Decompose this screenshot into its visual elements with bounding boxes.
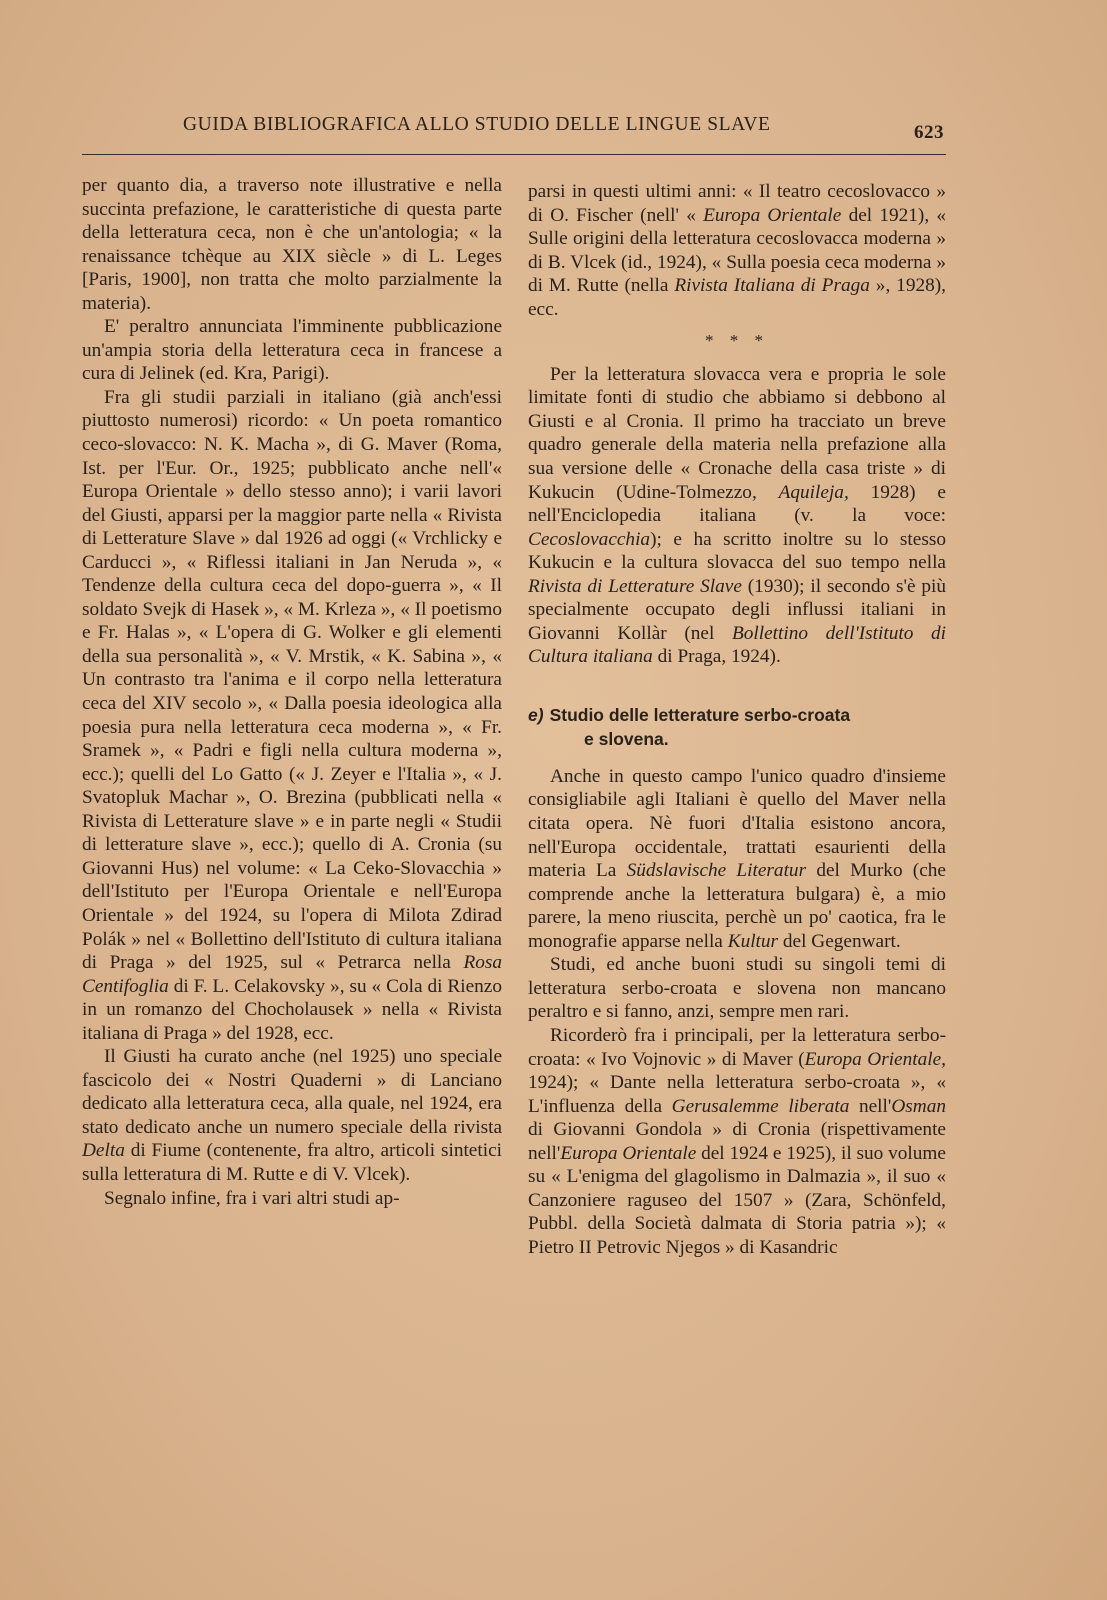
section-heading-line2: e slovena. [584, 728, 669, 749]
italic-title: Gerusalemme liberata [671, 1095, 850, 1117]
italic-title: Cecoslovacchia [528, 528, 651, 550]
italic-title: Rivista di Letterature Slave [528, 575, 742, 597]
italic-title: Europa Orientale [560, 1142, 697, 1164]
italic-title: Bollettino dell'Istituto di Cultura italiana [528, 622, 946, 668]
italic-title: Osman [891, 1095, 946, 1117]
paragraph: parsi in questi ultimi anni: « Il teatro cecoslovacco » di O. Fischer (nell' « Europa Orientale del 1921), « Sulle origini della letteratura cecoslovacca moderna » di B. Vlcek (id., 1924), « Sulla poesia ceca moderna » di M. Rutte (nella Rivista Italiana di Praga », 1928), ecc. [528, 181, 947, 320]
italic-title: Rosa Centifoglia [82, 952, 502, 997]
italic-title: Kultur [727, 930, 779, 952]
section-letter: e) [528, 704, 544, 725]
page-number: 623 [914, 122, 944, 143]
section-heading-line1: Studio delle letterature serbo-croata [549, 704, 851, 725]
italic-title: Aquileja, [778, 481, 849, 503]
section-heading [528, 703, 946, 751]
paragraph: Ricorderò fra i principali, per la letteratura serbo-croata: « Ivo Vojnovic » di Maver (Europa Orientale, 1924); « Dante nella letteratura serbo-croata », « L'influenza della Gerusalemme liberata nell'Osman di Giovanni Gondola » di Cronia (rispettivamente nell'Europa Orientale del 1924 e 1925), il suo volume su « L'enigma del glagolismo in Dalmazia », il suo « Canzoniere raguseo del 1507 » (Zara, Schönfeld, Pubbl. della Società dalmata di Storia patria »); « Pietro II Petrovic Njegos » di Kasandric [528, 1024, 946, 1258]
italic-title: Europa Orientale, [804, 1048, 946, 1070]
right-column [528, 180, 946, 1259]
paragraph: Segnalo infine, fra i vari altri studi ap- [104, 1187, 400, 1209]
italic-title: Delta [82, 1140, 125, 1162]
paragraph: Studi, ed anche buoni studi su singoli temi di letteratura serbo-croata e slovena non mancano peraltro e si fanno, anzi, sempre men rari. [528, 954, 946, 1023]
header-rule [82, 154, 946, 155]
italic-title: Europa Orientale [703, 204, 842, 226]
section-separator: * * * [705, 331, 769, 351]
running-header-title: GUIDA BIBLIOGRAFICA ALLO STUDIO DELLE LINGUE SLAVE [183, 114, 771, 135]
italic-title: Rivista Italiana di Praga [674, 275, 870, 297]
paragraph: per quanto dia, a traverso note illustrative e nella succinta prefazione, le caratteristiche di questa parte della letteratura ceca, non è che un'antologia; « la renaissance tchèque au XIX siècle » di L. Leges [Paris, 1900], non tratta che molto parzialmente la materia). [82, 175, 502, 314]
paragraph: Fra gli studii parziali in italiano (già anch'essi piuttosto numerosi) ricordo: « Un poeta romantico ceco-slovacco: N. K. Macha », di G. Maver (Roma, Ist. per l'Eur. Or., 1925; pubblicato anche nell'« Europa Orientale » dello stesso anno); i varii lavori del Giusti, apparsi per la maggior parte nella « Rivista di Letterature Slave » dal 1926 ad oggi (« Vrchlicky e Carducci », « Riflessi italiani in Jan Neruda », « Tendenze della cultura ceca del dopo-guerra », « Il soldato Svejk di Hasek », « M. Krleza », « Il poetismo e Fr. Halas », « L'opera di G. Wolker e gli elementi della sua personalità », « V. Mrstik, « K. Sabina », « Un contrasto tra l'anima e il corpo nella letteratura ceca del XIV secolo », « Dalla poesia ideologica alla poesia pura nella letteratura ceca moderna », « Fr. Sramek », « Padri e figli nella cultura moderna », ecc.); quelli del Lo Gatto (« J. Zeyer e l'Italia », « J. Svatopluk Machar », O. Brezina (pubblicati nella « Rivista di Letterature slave » e in parte negli « Studii di letterature slave », ecc.); quello di A. Cronia (su Giovanni Hus) nel volume: « La Ceko-Slovacchia » dell'Istituto per l'Europa Orientale e nell'Europa Orientale » del 1924, su l'opera di Milota Zdirad Polák » nel « Bollettino dell'Istituto di cultura italiana di Praga » del 1925, sul « Petrarca nella Rosa Centifoglia di F. L. Celakovsky », su « Cola di Rienzo in un romanzo del Chocholausek » nella « Rivista italiana di Praga » del 1928, ecc. [82, 386, 502, 1044]
left-column [82, 174, 502, 1210]
italic-title: Südslavische Literatur [626, 860, 807, 882]
paragraph: Per la letteratura slovacca vera e propria le sole limitate fonti di studio che abbiamo si debbono al Giusti e al Cronia. Il primo ha tracciato un breve quadro generale della materia nella prefazione alla sua versione delle « Cronache della casa triste » di Kukucin (Udine-Tolmezzo, Aquileja, 1928) e nell'Enciclopedia italiana (v. la voce: Cecoslovacchia); e ha scritto inoltre su lo stesso Kukucin e la cultura slovacca del suo tempo nella Rivista di Letterature Slave (1930); il secondo s'è più specialmente occupato degli influssi italiani in Giovanni Kollàr (nel Bollettino dell'Istituto di Cultura italiana di Praga, 1924). [528, 363, 946, 668]
paragraph: E' peraltro annunciata l'imminente pubblicazione un'ampia storia della letteratura ceca in francese a cura di Jelinek (ed. Kra, Parigi). [82, 316, 502, 385]
paragraph: Anche in questo campo l'unico quadro d'insieme consigliabile agli Italiani è quello del Maver nella citata opera. Nè fuori d'Italia esistono ancora, nell'Europa occidentale, trattati esaurienti della materia La Südslavische Literatur del Murko (che comprende anche la letteratura bulgara) è, a mio parere, la meno riuscita, perchè un po' caotica, fra le monografie apparse nella Kultur del Gegenwart. [528, 765, 946, 952]
paragraph: Il Giusti ha curato anche (nel 1925) uno speciale fascicolo dei « Nostri Quaderni » di Lanciano dedicato alla letteratura ceca, alla quale, nel 1924, era stato dedicato anche un numero speciale della rivista Delta di Fiume (contenente, fra altro, articoli sintetici sulla letteratura di M. Rutte e di V. Vlcek). [82, 1046, 502, 1185]
